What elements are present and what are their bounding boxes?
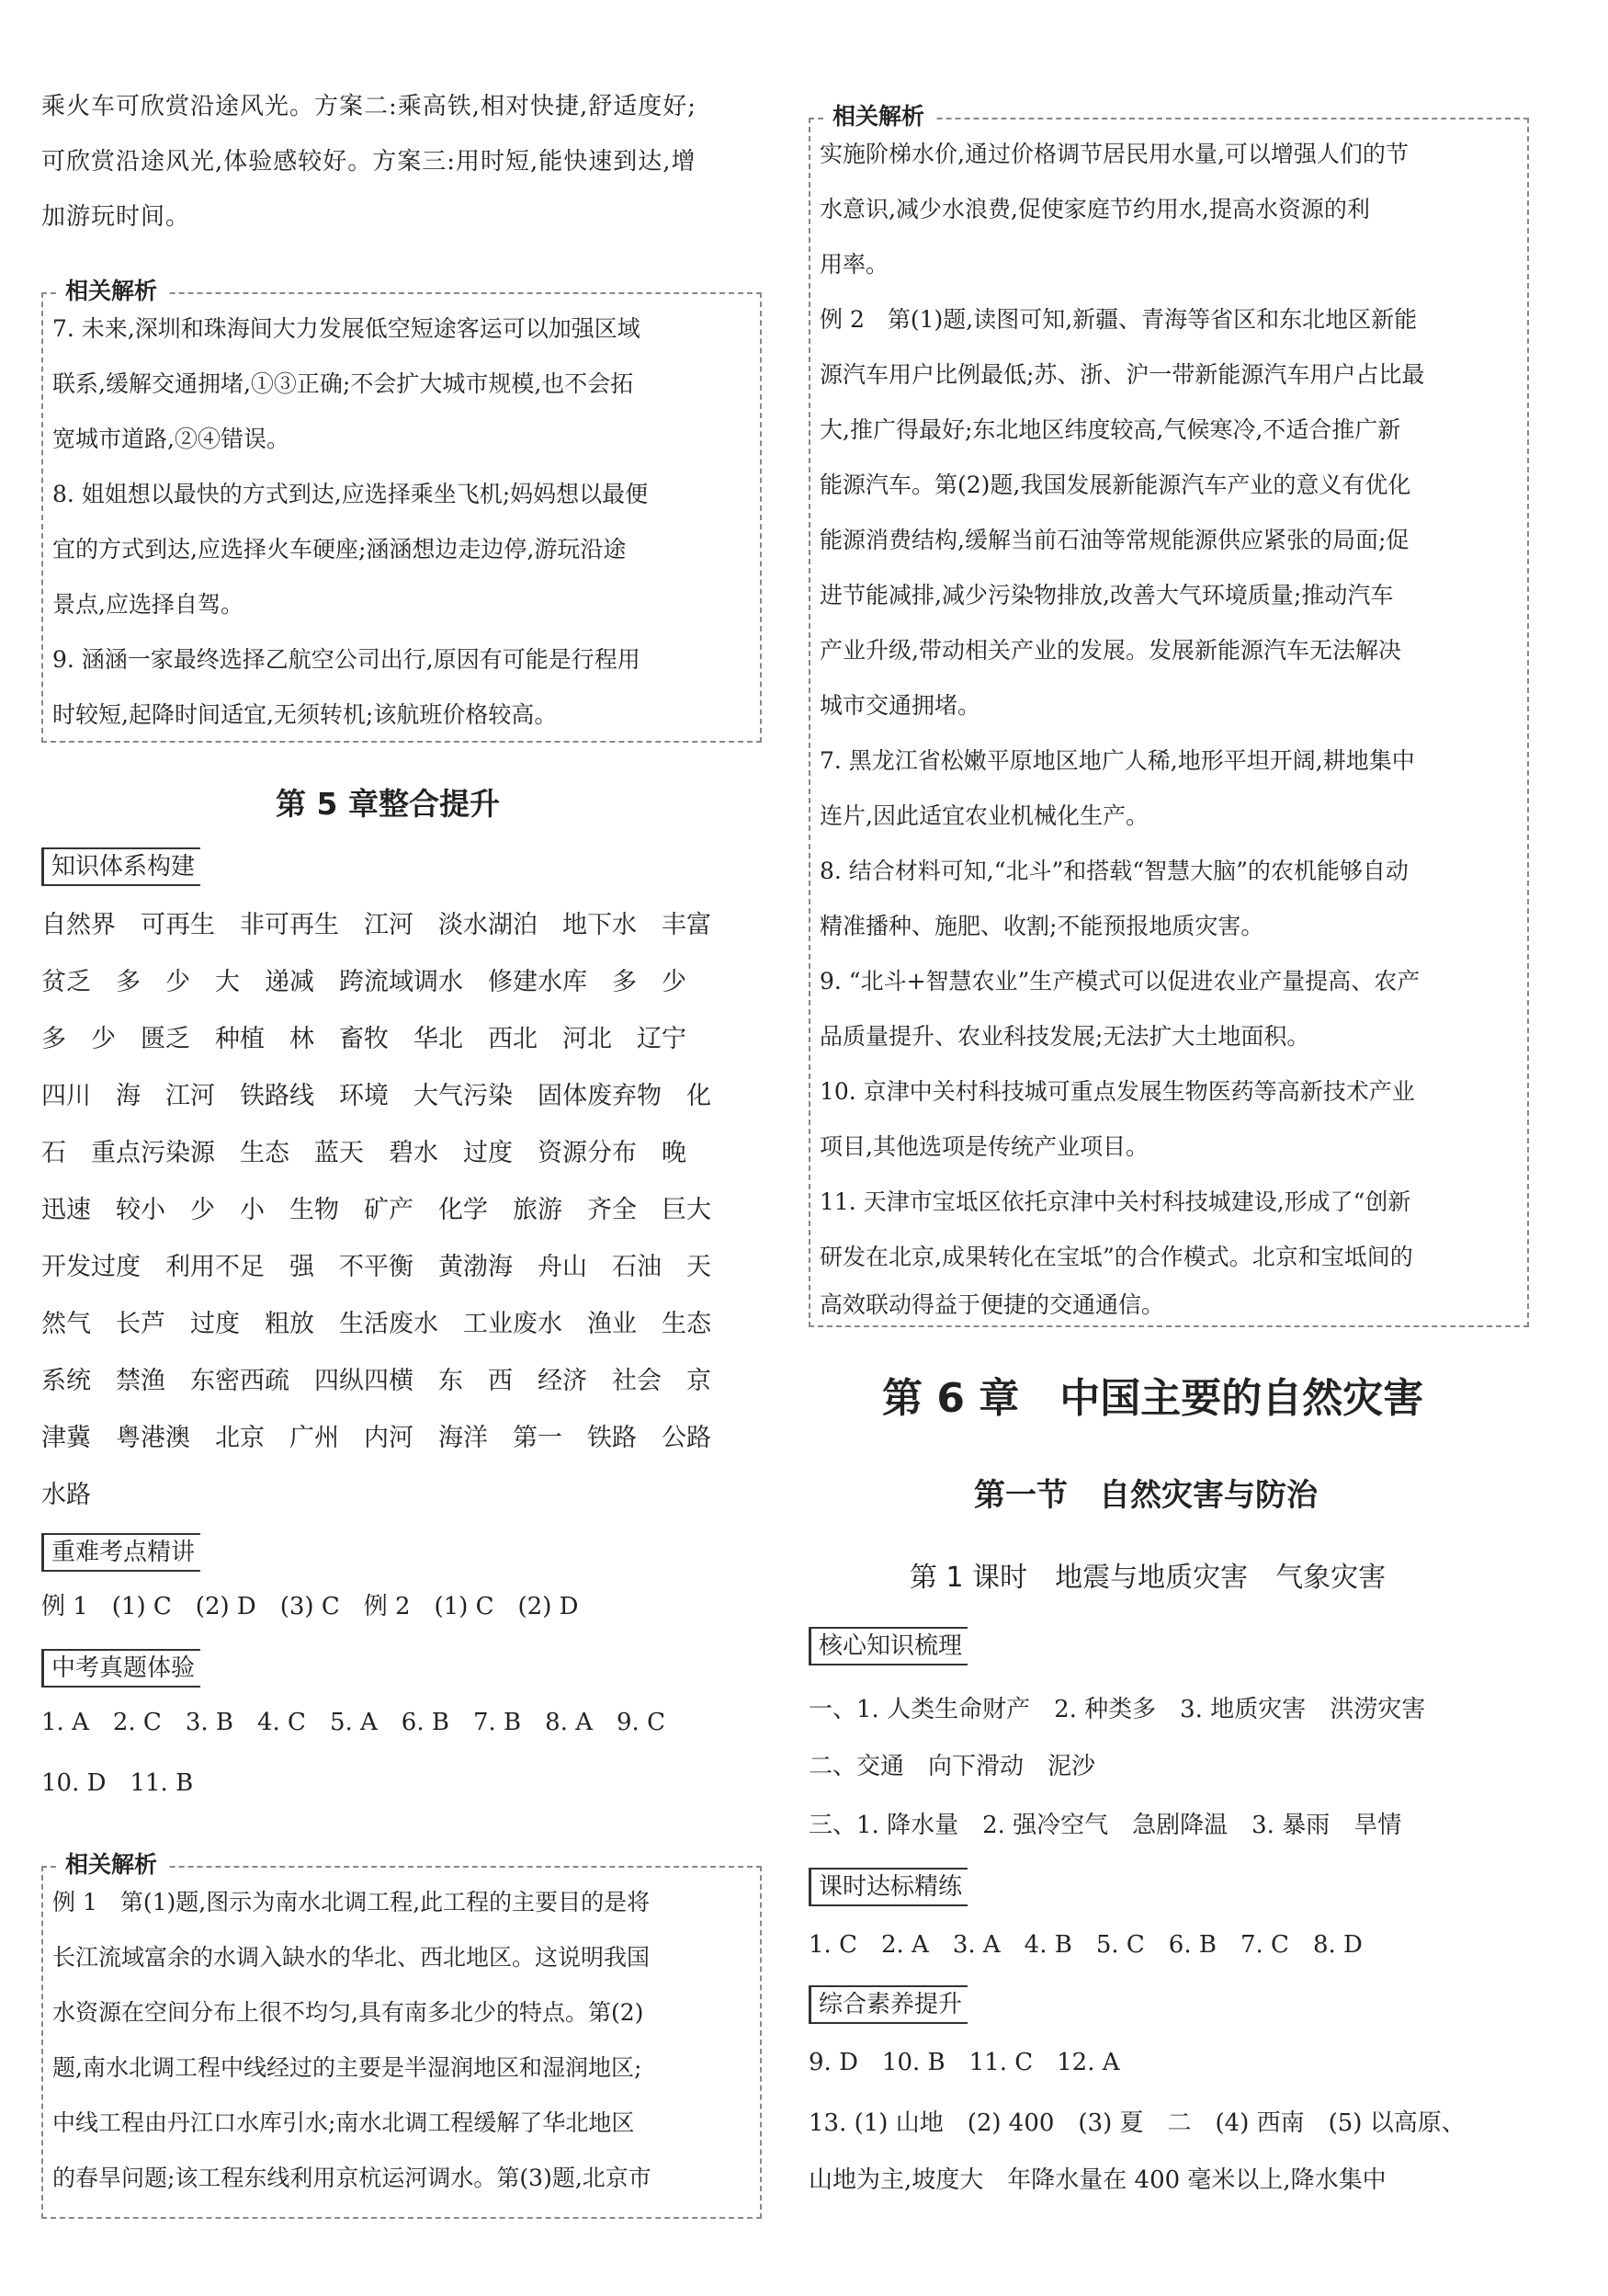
analysis-line: 9. “北斗+智慧农业”生产模式可以促进农业产量提高、农产	[820, 968, 1421, 995]
q13-line: 山地为主,坡度大 年降水量在 400 毫米以上,降水集中	[809, 2166, 1387, 2194]
knowledge-line: 石 重点污染源 生态 蓝天 碧水 过度 资源分布 晚	[41, 1139, 686, 1167]
analysis-line: 高效联动得益于便捷的交通通信。	[820, 1291, 1165, 1318]
analysis-line: 研发在北京,成果转化在宝坻”的合作模式。北京和宝坻间的	[820, 1244, 1413, 1270]
core-line: 三、1. 降水量 2. 强冷空气 急剧降温 3. 暴雨 旱情	[809, 1812, 1402, 1839]
analysis-line: 10. 京津中关村科技城可重点发展生物医药等高新技术产业	[820, 1078, 1415, 1105]
knowledge-line: 津冀 粤港澳 北京 广州 内河 海洋 第一 铁路 公路	[41, 1424, 711, 1452]
chapter6-title: 第 6 章 中国主要的自然灾害	[882, 1375, 1424, 1422]
analysis-line: 源汽车用户比例最低;苏、浙、沪一带新能源汽车用户占比最	[820, 361, 1425, 388]
section-exam: 中考真题体验	[41, 1649, 200, 1688]
section-core: 核心知识梳理	[809, 1627, 968, 1665]
analysis-line: 能源消费结构,缓解当前石油等常规能源供应紧张的局面;促	[820, 527, 1410, 553]
analysis-line: 长江流域富余的水调入缺水的华北、西北地区。这说明我国	[52, 1944, 651, 1971]
exam-answers: 10. D 11. B	[41, 1769, 194, 1797]
section-title: 第一节 自然灾害与防治	[974, 1477, 1318, 1514]
analysis-line: 题,南水北调工程中线经过的主要是半湿润地区和湿润地区;	[52, 2054, 642, 2081]
analysis-line: 9. 涵涵一家最终选择乙航空公司出行,原因有可能是行程用	[52, 646, 640, 673]
analysis-line: 7. 黑龙江省松嫩平原地区地广人稀,地形平坦开阔,耕地集中	[820, 747, 1415, 774]
analysis-title: 相关解析	[56, 1849, 166, 1881]
analysis-line: 大,推广得最好;东北地区纬度较高,气候寒冷,不适合推广新	[820, 416, 1401, 443]
core-line: 二、交通 向下滑动 泥沙	[809, 1753, 1096, 1780]
analysis-line: 进节能减排,减少污染物排放,改善大气环境质量;推动汽车	[820, 582, 1394, 608]
knowledge-line: 贫乏 多 少 大 递减 跨流域调水 修建水库 多 少	[41, 968, 686, 996]
knowledge-line: 四川 海 江河 铁路线 环境 大气污染 固体废弃物 化	[41, 1082, 711, 1110]
analysis-line: 中线工程由丹江口水库引水;南水北调工程缓解了华北地区	[52, 2109, 635, 2136]
analysis-box-1	[41, 278, 762, 743]
section-knowledge: 知识体系构建	[41, 847, 200, 886]
knowledge-line: 开发过度 利用不足 强 不平衡 黄渤海 舟山 石油 天	[41, 1253, 711, 1281]
analysis-line: 实施阶梯水价,通过价格调节居民用水量,可以增强人们的节	[820, 141, 1409, 167]
analysis-line: 水意识,减少水浪费,促使家庭节约用水,提高水资源的利	[820, 196, 1370, 222]
analysis-line: 景点,应选择自驾。	[52, 591, 243, 618]
analysis-line: 产业升级,带动相关产业的发展。发展新能源汽车无法解决	[820, 637, 1401, 664]
analysis-line: 联系,缓解交通拥堵,①③正确;不会扩大城市规模,也不会拓	[52, 370, 634, 397]
section-key-points: 重难考点精讲	[41, 1533, 200, 1572]
text-line: 乘火车可欣赏沿途风光。方案二:乘高铁,相对快捷,舒适度好;	[41, 93, 697, 120]
section-improve: 综合素养提升	[809, 1985, 968, 2024]
analysis-line: 宽城市道路,②④错误。	[52, 426, 289, 452]
analysis-line: 8. 姐姐想以最快的方式到达,应选择乘坐飞机;妈妈想以最便	[52, 481, 649, 507]
chapter5-title: 第 5 章整合提升	[276, 786, 500, 822]
analysis-box-3	[809, 103, 1529, 1327]
knowledge-line: 多 少 匮乏 种植 林 畜牧 华北 西北 河北 辽宁	[41, 1025, 686, 1053]
practice-answers: 1. C 2. A 3. A 4. B 5. C 6. B 7. C 8. D	[809, 1931, 1363, 1959]
lesson-title: 第 1 课时 地震与地质灾害 气象灾害	[910, 1562, 1387, 1594]
analysis-line: 11. 天津市宝坻区依托京津中关村科技城建设,形成了“创新	[820, 1188, 1411, 1215]
core-line: 一、1. 人类生命财产 2. 种类多 3. 地质灾害 洪涝灾害	[809, 1696, 1426, 1723]
analysis-line: 例 1 第(1)题,图示为南水北调工程,此工程的主要目的是将	[52, 1889, 651, 1915]
analysis-line: 用率。	[820, 251, 889, 278]
analysis-line: 能源汽车。第(2)题,我国发展新能源汽车产业的意义有优化	[820, 472, 1411, 498]
analysis-line: 宜的方式到达,应选择火车硬座;涵涵想边走边停,游玩沿途	[52, 536, 627, 563]
analysis-title: 相关解析	[823, 101, 934, 132]
analysis-line: 7. 未来,深圳和珠海间大力发展低空短途客运可以加强区域	[52, 315, 640, 342]
knowledge-line: 系统 禁渔 东密西疏 四纵四横 东 西 经济 社会 京	[41, 1367, 711, 1395]
text-line: 加游玩时间。	[41, 203, 191, 231]
analysis-line: 连片,因此适宜农业机械化生产。	[820, 802, 1149, 829]
knowledge-line: 自然界 可再生 非可再生 江河 淡水湖泊 地下水 丰富	[41, 911, 711, 939]
analysis-line: 时较短,起降时间适宜,无须转机;该航班价格较高。	[52, 701, 558, 728]
analysis-line: 项目,其他选项是传统产业项目。	[820, 1133, 1149, 1160]
knowledge-line: 然气 长芦 过度 粗放 生活废水 工业废水 渔业 生态	[41, 1310, 711, 1338]
key-answers: 例 1 (1) C (2) D (3) C 例 2 (1) C (2) D	[41, 1593, 579, 1620]
analysis-line: 品质量提升、农业科技发展;无法扩大土地面积。	[820, 1023, 1310, 1050]
analysis-box-2	[41, 1851, 762, 2219]
q13-line: 13. (1) 山地 (2) 400 (3) 夏 二 (4) 西南 (5) 以高原、	[809, 2109, 1466, 2137]
exam-answers: 1. A 2. C 3. B 4. C 5. A 6. B 7. B 8. A 9. C	[41, 1709, 665, 1736]
analysis-line: 城市交通拥堵。	[820, 692, 981, 719]
analysis-line: 例 2 第(1)题,读图可知,新疆、青海等省区和东北地区新能	[820, 306, 1418, 333]
analysis-line: 水资源在空间分布上很不均匀,具有南多北少的特点。第(2)	[52, 1999, 644, 2026]
knowledge-line: 水路	[41, 1481, 91, 1509]
text-line: 可欣赏沿途风光,体验感较好。方案三:用时短,能快速到达,增	[41, 148, 696, 176]
analysis-line: 精准播种、施肥、收割;不能预报地质灾害。	[820, 913, 1264, 939]
analysis-line: 的春旱问题;该工程东线利用京杭运河调水。第(3)题,北京市	[52, 2165, 651, 2191]
section-practice: 课时达标精练	[809, 1868, 968, 1906]
analysis-line: 8. 结合材料可知,“北斗”和搭载“智慧大脑”的农机能够自动	[820, 858, 1409, 884]
improve-answers: 9. D 10. B 11. C 12. A	[809, 2049, 1120, 2076]
knowledge-line: 迅速 较小 少 小 生物 矿产 化学 旅游 齐全 巨大	[41, 1196, 711, 1224]
analysis-title: 相关解析	[56, 276, 166, 307]
